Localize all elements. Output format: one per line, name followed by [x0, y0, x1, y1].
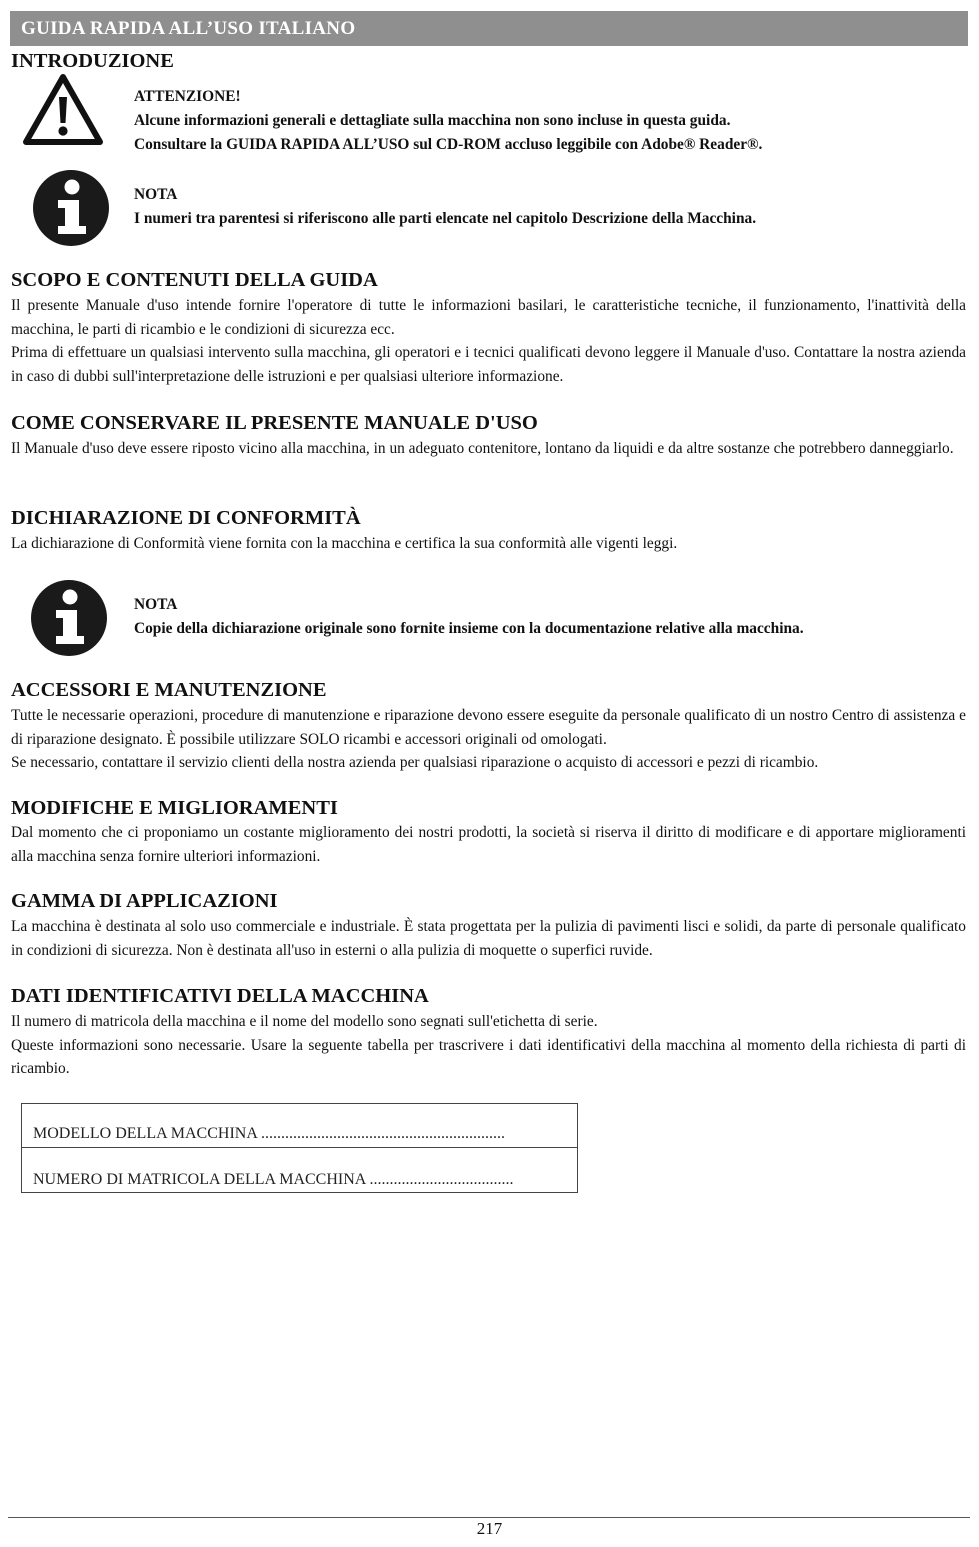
info-icon [29, 578, 109, 658]
heading-introduzione: INTRODUZIONE [11, 50, 174, 72]
changes-paragraph [11, 821, 966, 868]
conformity-paragraph [11, 532, 966, 556]
info-icon [31, 168, 111, 248]
warning-notice [134, 85, 762, 157]
conserve-paragraph [11, 437, 966, 461]
footer-divider [8, 1517, 970, 1518]
accessories-paragraph [11, 704, 966, 775]
scope-text-2: Prima di effettuare un qualsiasi intervento sulla macchina, gli operatori e i tecnici qualificati devono leggere il Manuale d'uso. Contattare la nostra azienda in caso di dubbi sull'interpretazione delle istruzioni e per qualsiasi ulteriore informazione. [11, 344, 966, 385]
heading-accessori: ACCESSORI E MANUTENZIONE [11, 679, 327, 701]
table-row-model[interactable] [22, 1104, 577, 1148]
conformity-text: La dichiarazione di Conformità viene fornita con la macchina e certifica la sua conformità alle vigenti leggi. [11, 535, 678, 552]
heading-dati: DATI IDENTIFICATIVI DELLA MACCHINA [11, 985, 429, 1007]
ident-paragraph [11, 1010, 966, 1081]
heading-conservare: COME CONSERVARE IL PRESENTE MANUALE D'USO [11, 412, 538, 434]
conserve-text: Il Manuale d'uso deve essere riposto vicino alla macchina, in un adeguato contenitore, lontano da liquidi e da altre sostanze che potrebbero danneggiarlo. [11, 440, 954, 457]
scope-paragraph [11, 294, 966, 388]
table-row-serial[interactable] [22, 1149, 577, 1193]
page-header-bar: GUIDA RAPIDA ALL’USO ITALIANO [10, 11, 968, 46]
serial-label: NUMERO DI MATRICOLA DELLA MACCHINA .................................... [33, 1171, 514, 1188]
note-title: NOTA [134, 596, 178, 613]
changes-text: Dal momento che ci proponiamo un costante miglioramento dei nostri prodotti, la società si riserva il diritto di modificare e di apportare miglioramenti alla macchina senza fornire ulteriori informazioni. [11, 824, 966, 865]
note-text: I numeri tra parentesi si riferiscono alle parti elencate nel capitolo Descrizione della Macchina. [134, 210, 757, 227]
warning-title: ATTENZIONE! [134, 88, 241, 105]
heading-scopo: SCOPO E CONTENUTI DELLA GUIDA [11, 269, 378, 291]
identification-table [21, 1103, 578, 1193]
warning-triangle-icon [22, 73, 104, 147]
heading-gamma: GAMMA DI APPLICAZIONI [11, 890, 278, 912]
heading-conformita: DICHIARAZIONE DI CONFORMITÀ [11, 507, 361, 529]
note-notice-2 [134, 593, 804, 641]
note-title: NOTA [134, 186, 178, 203]
ident-text-1: Il numero di matricola della macchina e il nome del modello sono segnati sull'etichetta di serie. [11, 1013, 598, 1030]
note-text: Copie della dichiarazione originale sono fornite insieme con la documentazione relative alla macchina. [134, 620, 804, 637]
model-label: MODELLO DELLA MACCHINA ............................................................. [33, 1125, 505, 1142]
warning-line-2: Consultare la GUIDA RAPIDA ALL’USO sul CD-ROM accluso leggibile con Adobe® Reader®. [134, 136, 763, 153]
ident-text-2: Queste informazioni sono necessarie. Usare la seguente tabella per trascrivere i dati identificativi della macchina al momento della richiesta di parti di ricambio. [11, 1036, 966, 1077]
warning-line-1: Alcune informazioni generali e dettagliate sulla macchina non sono incluse in questa guida. [134, 112, 731, 129]
range-paragraph [11, 915, 966, 962]
page-number: 217 [476, 1519, 503, 1538]
scope-text-1: Il presente Manuale d'uso intende fornire l'operatore di tutte le informazioni basilari, le caratteristiche tecniche, il funzionamento, l'inattività della macchina, le parti di ricambio e le condizioni di sicurezza ecc. [11, 297, 966, 338]
range-text: La macchina è destinata al solo uso commerciale e industriale. È stata progettata per la pulizia di pavimenti lisci e solidi, da parte di personale qualificato in condizioni di sicurezza. Non è destinata all'uso in esterni o alla pulizia di moquette o superfici ruvide. [11, 918, 966, 959]
heading-modifiche: MODIFICHE E MIGLIORAMENTI [11, 797, 338, 819]
accessories-text-2: Se necessario, contattare il servizio clienti della nostra azienda per qualsiasi riparazione o acquisto di accessori e pezzi di ricambio. [11, 754, 819, 771]
note-notice-1 [134, 183, 756, 231]
accessories-text-1: Tutte le necessarie operazioni, procedure di manutenzione e riparazione devono essere eseguite da personale qualificato di un nostro Centro di assistenza e di riparazione designato. È possibile utilizzare SOLO ricambi e accessori originali od omologati. [11, 707, 966, 748]
